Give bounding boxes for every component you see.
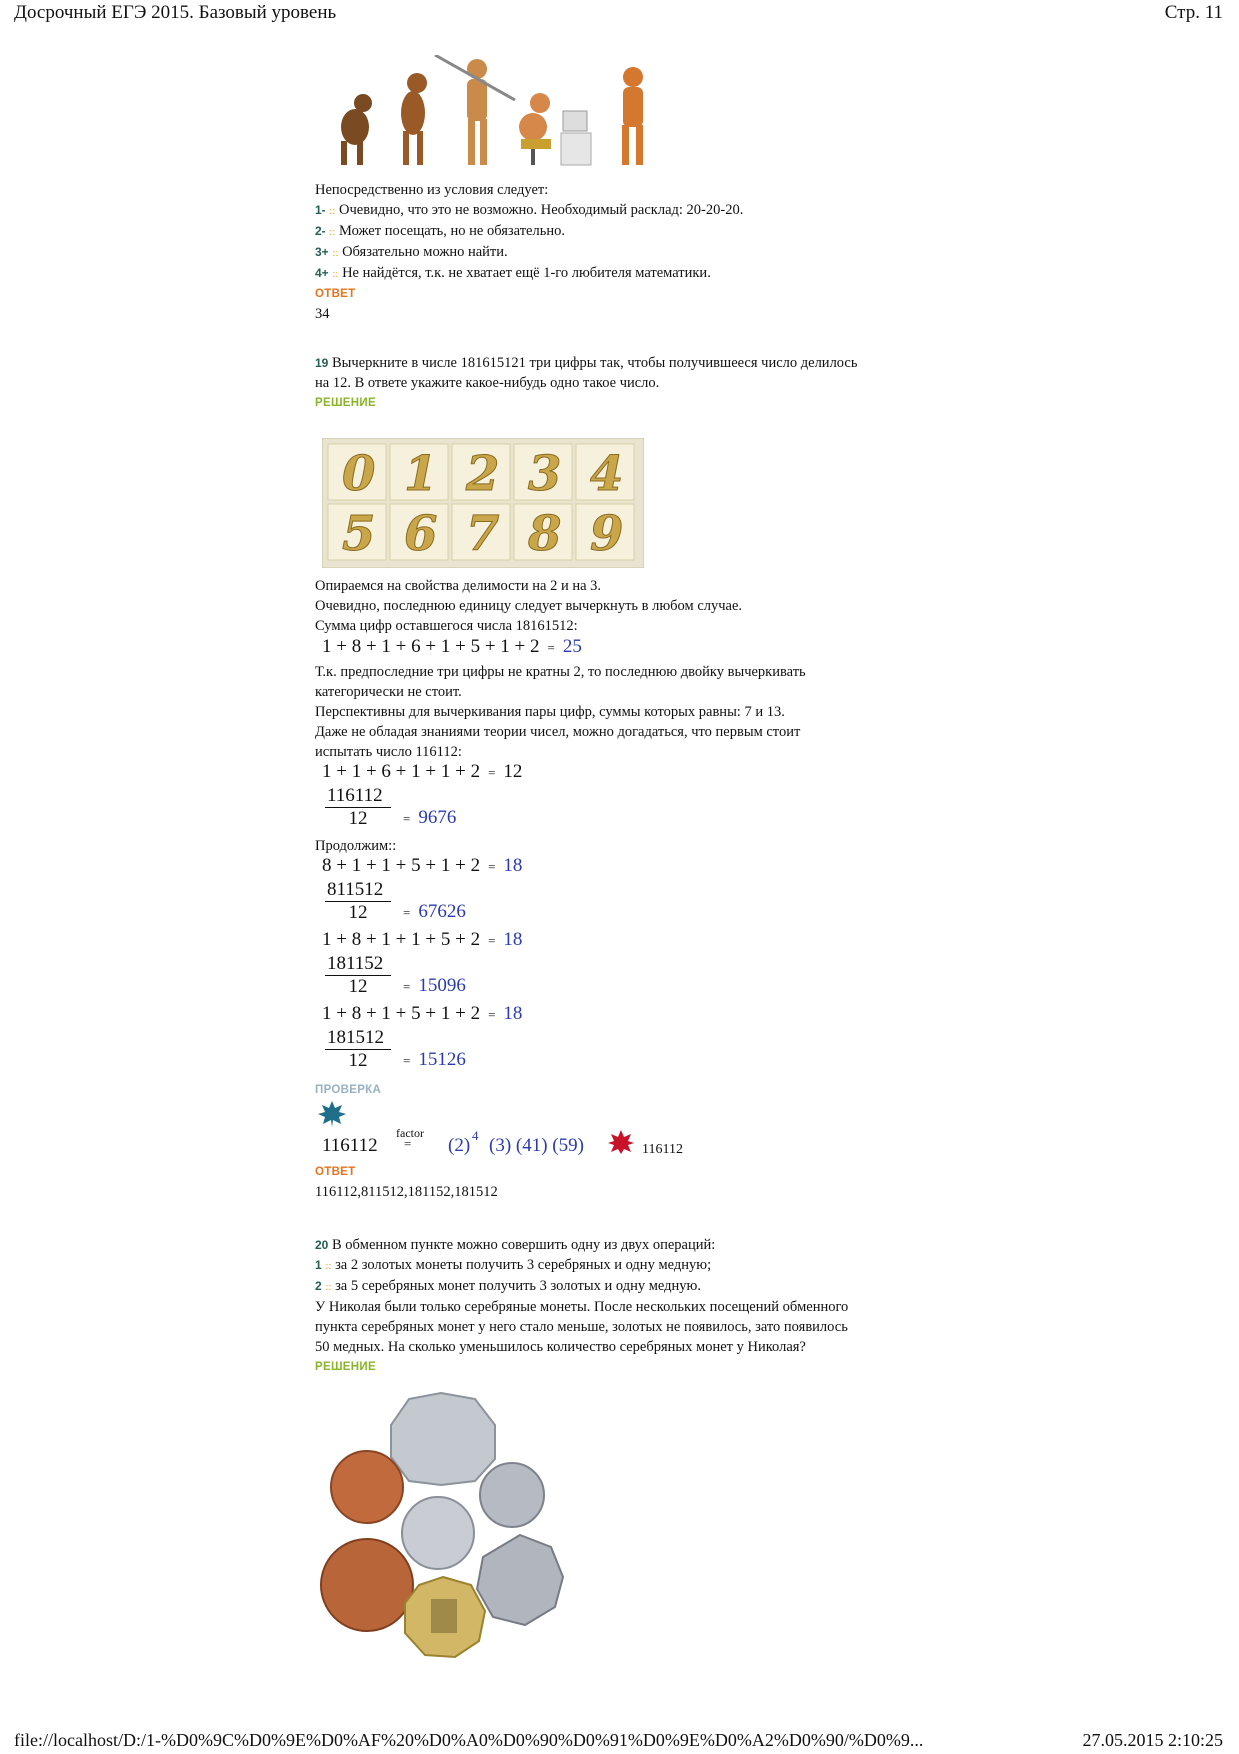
digit-sum: 1 + 8 + 1 + 1 + 5 + 2 = 18: [322, 929, 523, 950]
list-item: 3+ :: Обязательно можно найти.: [315, 244, 508, 260]
page-header-title: Досрочный ЕГЭ 2015. Базовый уровень: [14, 2, 337, 23]
task-para: 50 медных. На сколько уменьшилось количество серебряных монет у Николая?: [315, 1339, 806, 1355]
digit-glyph: 8: [528, 506, 562, 562]
digit-glyph: 4: [590, 446, 624, 502]
division: 116112 12 = 9676: [327, 785, 457, 829]
solution-para: Очевидно, последнюю единицу следует вычеркнуть в любом случае.: [315, 598, 743, 614]
division: 181152 12 = 15096: [327, 953, 466, 997]
answer-value: 34: [315, 306, 330, 322]
solution-para: испытать число 116112:: [315, 744, 462, 760]
footer-path: file://localhost/D:/1-%D0%9C%D0%9E%D0%AF%20%D0%A0%D0%90%D0%91%D0%9E%D0%A2%D0%90/%D0%9...: [14, 1730, 924, 1750]
starburst-icon: [608, 1130, 634, 1154]
factor-result: 116112 factor = (2) 4 (3) (41) (59) 116112: [322, 1126, 683, 1157]
list-item: 1- :: Очевидно, что это не возможно. Необходимый расклад: 20-20-20.: [315, 202, 744, 218]
operation-item: 2 :: за 5 серебряных монет получить 3 золотых и одну медную.: [315, 1278, 701, 1294]
continue-label: Продолжим::: [315, 838, 397, 854]
task-19-line2: на 12. В ответе укажите какое-нибудь одно такое число.: [315, 375, 660, 391]
check-label: ПРОВЕРКА: [315, 1084, 382, 1096]
digit-sum: 1 + 8 + 1 + 6 + 1 + 5 + 1 + 2 = 25: [322, 636, 582, 657]
digit-glyph: 1: [404, 446, 438, 502]
division: 181512 12 = 15126: [327, 1027, 466, 1071]
solution-para: Перспективны для вычеркивания пары цифр, суммы которых равны: 7 и 13.: [315, 704, 785, 720]
digit-glyph: 9: [590, 506, 624, 562]
digit-glyph: 7: [466, 506, 500, 562]
list-item: 2- :: Может посещать, но не обязательно.: [315, 223, 565, 239]
solution-para: категорически не стоит.: [315, 684, 462, 700]
answer-label: ОТВЕТ: [315, 288, 356, 300]
solution-label: РЕШЕНИЕ: [315, 397, 376, 409]
list-item: 4+ :: Не найдётся, т.к. не хватает ещё 1-го любителя математики.: [315, 265, 711, 281]
footer-datetime: 27.05.2015 2:10:25: [1082, 1730, 1223, 1750]
answer-label: ОТВЕТ: [315, 1166, 356, 1178]
digit-sum: 1 + 8 + 1 + 5 + 1 + 2 = 18: [322, 1003, 523, 1024]
task-20: 20 В обменном пункте можно совершить одну из двух операций:: [315, 1237, 716, 1253]
operation-item: 1 :: за 2 золотых монеты получить 3 серебряных и одну медную;: [315, 1257, 712, 1273]
digit-sum: 8 + 1 + 1 + 5 + 1 + 2 = 18: [322, 855, 523, 876]
coins-illustration: [315, 1385, 575, 1685]
digit-sum: 1 + 1 + 6 + 1 + 1 + 2 = 12: [322, 761, 523, 782]
solution-para: Сумма цифр оставшегося числа 18161512:: [315, 618, 578, 634]
task-19: 19 Вычеркните в числе 181615121 три цифры так, чтобы получившееся число делилось: [315, 355, 858, 371]
intro-text: Непосредственно из условия следует:: [315, 182, 549, 198]
page-number: Стр. 11: [1164, 2, 1223, 23]
solution-para: Т.к. предпоследние три цифры не кратны 2, то последнюю двойку вычеркивать: [315, 664, 806, 680]
digits-illustration: [322, 438, 644, 568]
evolution-illustration: [325, 55, 670, 170]
digit-glyph: 0: [342, 446, 376, 502]
digit-glyph: 5: [342, 506, 376, 562]
solution-label: РЕШЕНИЕ: [315, 1361, 376, 1373]
digit-glyph: 3: [528, 446, 562, 502]
task-para: У Николая были только серебряные монеты. После нескольких посещений обменного: [315, 1299, 849, 1315]
solution-para: Опираемся на свойства делимости на 2 и на 3.: [315, 578, 602, 594]
task-para: пункта серебряных монет у него стало меньше, золотых не появилось, зато появилось: [315, 1319, 848, 1335]
answer-value: 116112,811512,181152,181512: [315, 1184, 498, 1200]
digit-glyph: 2: [466, 446, 500, 502]
solution-para: Даже не обладая знаниями теории чисел, можно догадаться, что первым стоит: [315, 724, 801, 740]
division: 811512 12 = 67626: [327, 879, 466, 923]
maple-leaf-icon: [317, 1100, 347, 1128]
digit-glyph: 6: [404, 506, 438, 562]
